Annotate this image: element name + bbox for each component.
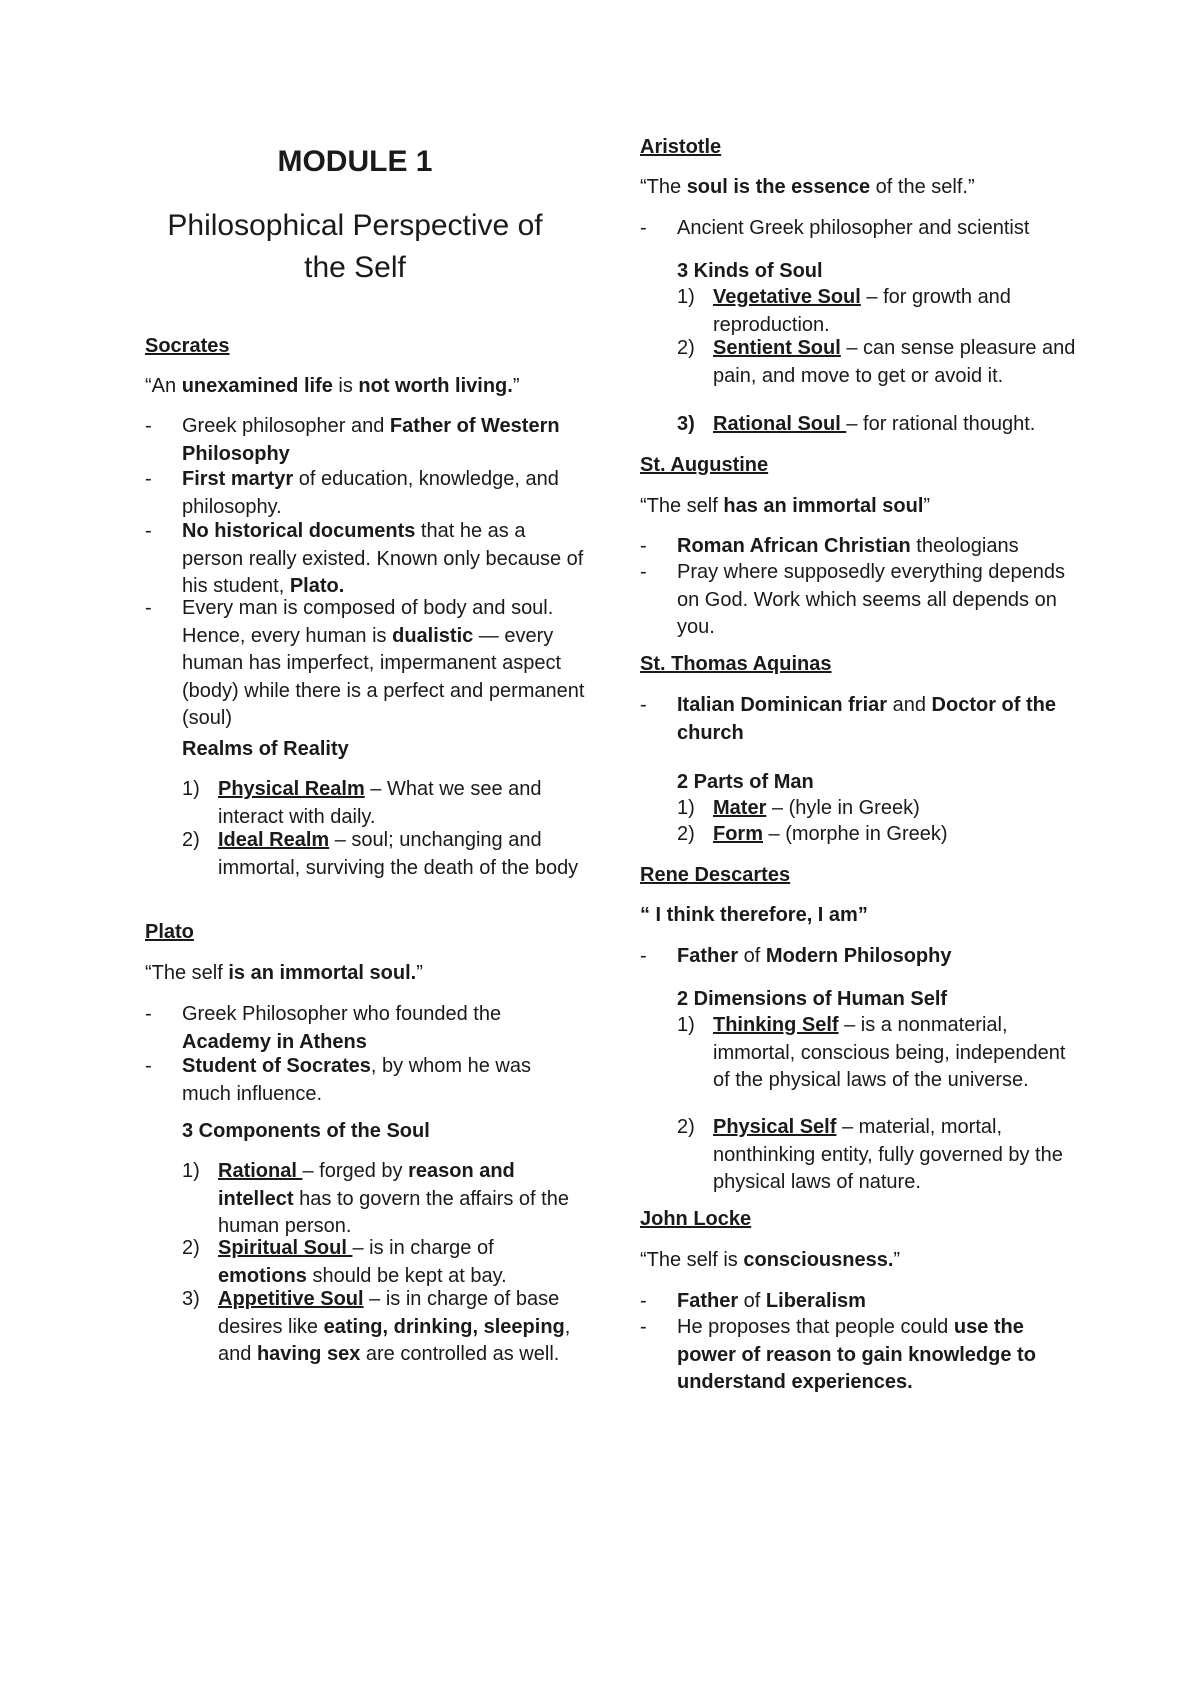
page-subtitle [145,205,565,289]
part-item-2: 2) Form – (morphe in Greek) [677,823,948,845]
aquinas-bullet-1: - Italian Dominican friar and Doctor of the church [640,692,1080,747]
plato-bullet-2: - Student of Socrates, by whom he was much influence. [145,1053,585,1108]
plato-heading: Plato [145,921,194,943]
aquinas-heading: St. Thomas Aquinas [640,653,832,675]
augustine-bullet-1: - Roman African Christian theologians [640,533,1080,561]
locke-bullet-2: - He proposes that people could use the power of reason to gain knowledge to understand experiences. [640,1314,1080,1397]
augustine-quote: “The self has an immortal soul” [640,495,931,517]
subtitle-line-1: Philosophical Perspective of [167,209,543,242]
parts-heading: 2 Parts of Man [677,771,814,793]
descartes-quote: “ I think therefore, I am” [640,904,868,926]
components-heading: 3 Components of the Soul [182,1120,430,1142]
dimensions-heading: 2 Dimensions of Human Self [677,988,948,1010]
part-item-1: 1) Mater – (hyle in Greek) [677,797,920,819]
kind-item-2: 2) Sentient Soul – can sense pleasure and pain, and move to get or avoid it. [677,337,1076,387]
locke-quote: “The self is consciousness.” [640,1249,901,1271]
locke-heading: John Locke [640,1208,752,1230]
component-item-1: 1) Rational – forged by reason and intellect has to govern the affairs of the human person. [182,1160,569,1237]
kind-item-1: 1) Vegetative Soul – for growth and reproduction. [677,286,1011,336]
aristotle-bullet-1: - Ancient Greek philosopher and scientist [640,215,1080,243]
component-item-2: 2) Spiritual Soul – is in charge of emotions should be kept at bay. [182,1237,507,1287]
socrates-bullet-3: - No historical documents that he as a person really existed. Known only because of his student, Plato. [145,518,585,601]
subtitle-line-2: the Self [304,251,406,284]
realm-item-1: 1) Physical Realm – What we see and interact with daily. [182,778,542,828]
socrates-bullet-4: - Every man is composed of body and soul. Hence, every human is dualistic — every human has imperfect, impermanent aspect (body) while there is a perfect and permanent (soul) [145,595,585,733]
aristotle-quote: “The soul is the essence of the self.” [640,176,975,198]
kind-item-3: 3) Rational Soul – for rational thought. [677,413,1036,435]
plato-bullet-1: - Greek Philosopher who founded the Academy in Athens [145,1001,585,1056]
socrates-bullet-2: - First martyr of education, knowledge, and philosophy. [145,466,585,521]
realms-heading: Realms of Reality [182,738,349,760]
aristotle-heading: Aristotle [640,136,722,158]
descartes-bullet-1: - Father of Modern Philosophy [640,943,1080,971]
socrates-quote: “An unexamined life is not worth living.” [145,375,520,397]
augustine-bullet-2: - Pray where supposedly everything depends on God. Work which seems all depends on you. [640,559,1080,642]
locke-bullet-1: - Father of Liberalism [640,1288,1080,1316]
descartes-heading: Rene Descartes [640,864,791,886]
plato-quote: “The self is an immortal soul.” [145,962,423,984]
dimension-item-1: 1) Thinking Self – is a nonmaterial, immortal, conscious being, independent of the physical laws of the universe. [677,1014,1066,1091]
augustine-heading: St. Augustine [640,454,769,476]
module-title: MODULE 1 [277,145,433,178]
component-item-3: 3) Appetitive Soul – is in charge of base desires like eating, drinking, sleeping, and having sex are controlled as well. [182,1288,571,1365]
socrates-heading: Socrates [145,335,230,357]
realm-item-2: 2) Ideal Realm – soul; unchanging and immortal, surviving the death of the body [182,829,579,879]
kinds-heading: 3 Kinds of Soul [677,260,823,282]
socrates-bullet-1: - Greek philosopher and Father of Western Philosophy [145,413,585,468]
dimension-item-2: 2) Physical Self – material, mortal, nonthinking entity, fully governed by the physical laws of nature. [677,1116,1063,1193]
